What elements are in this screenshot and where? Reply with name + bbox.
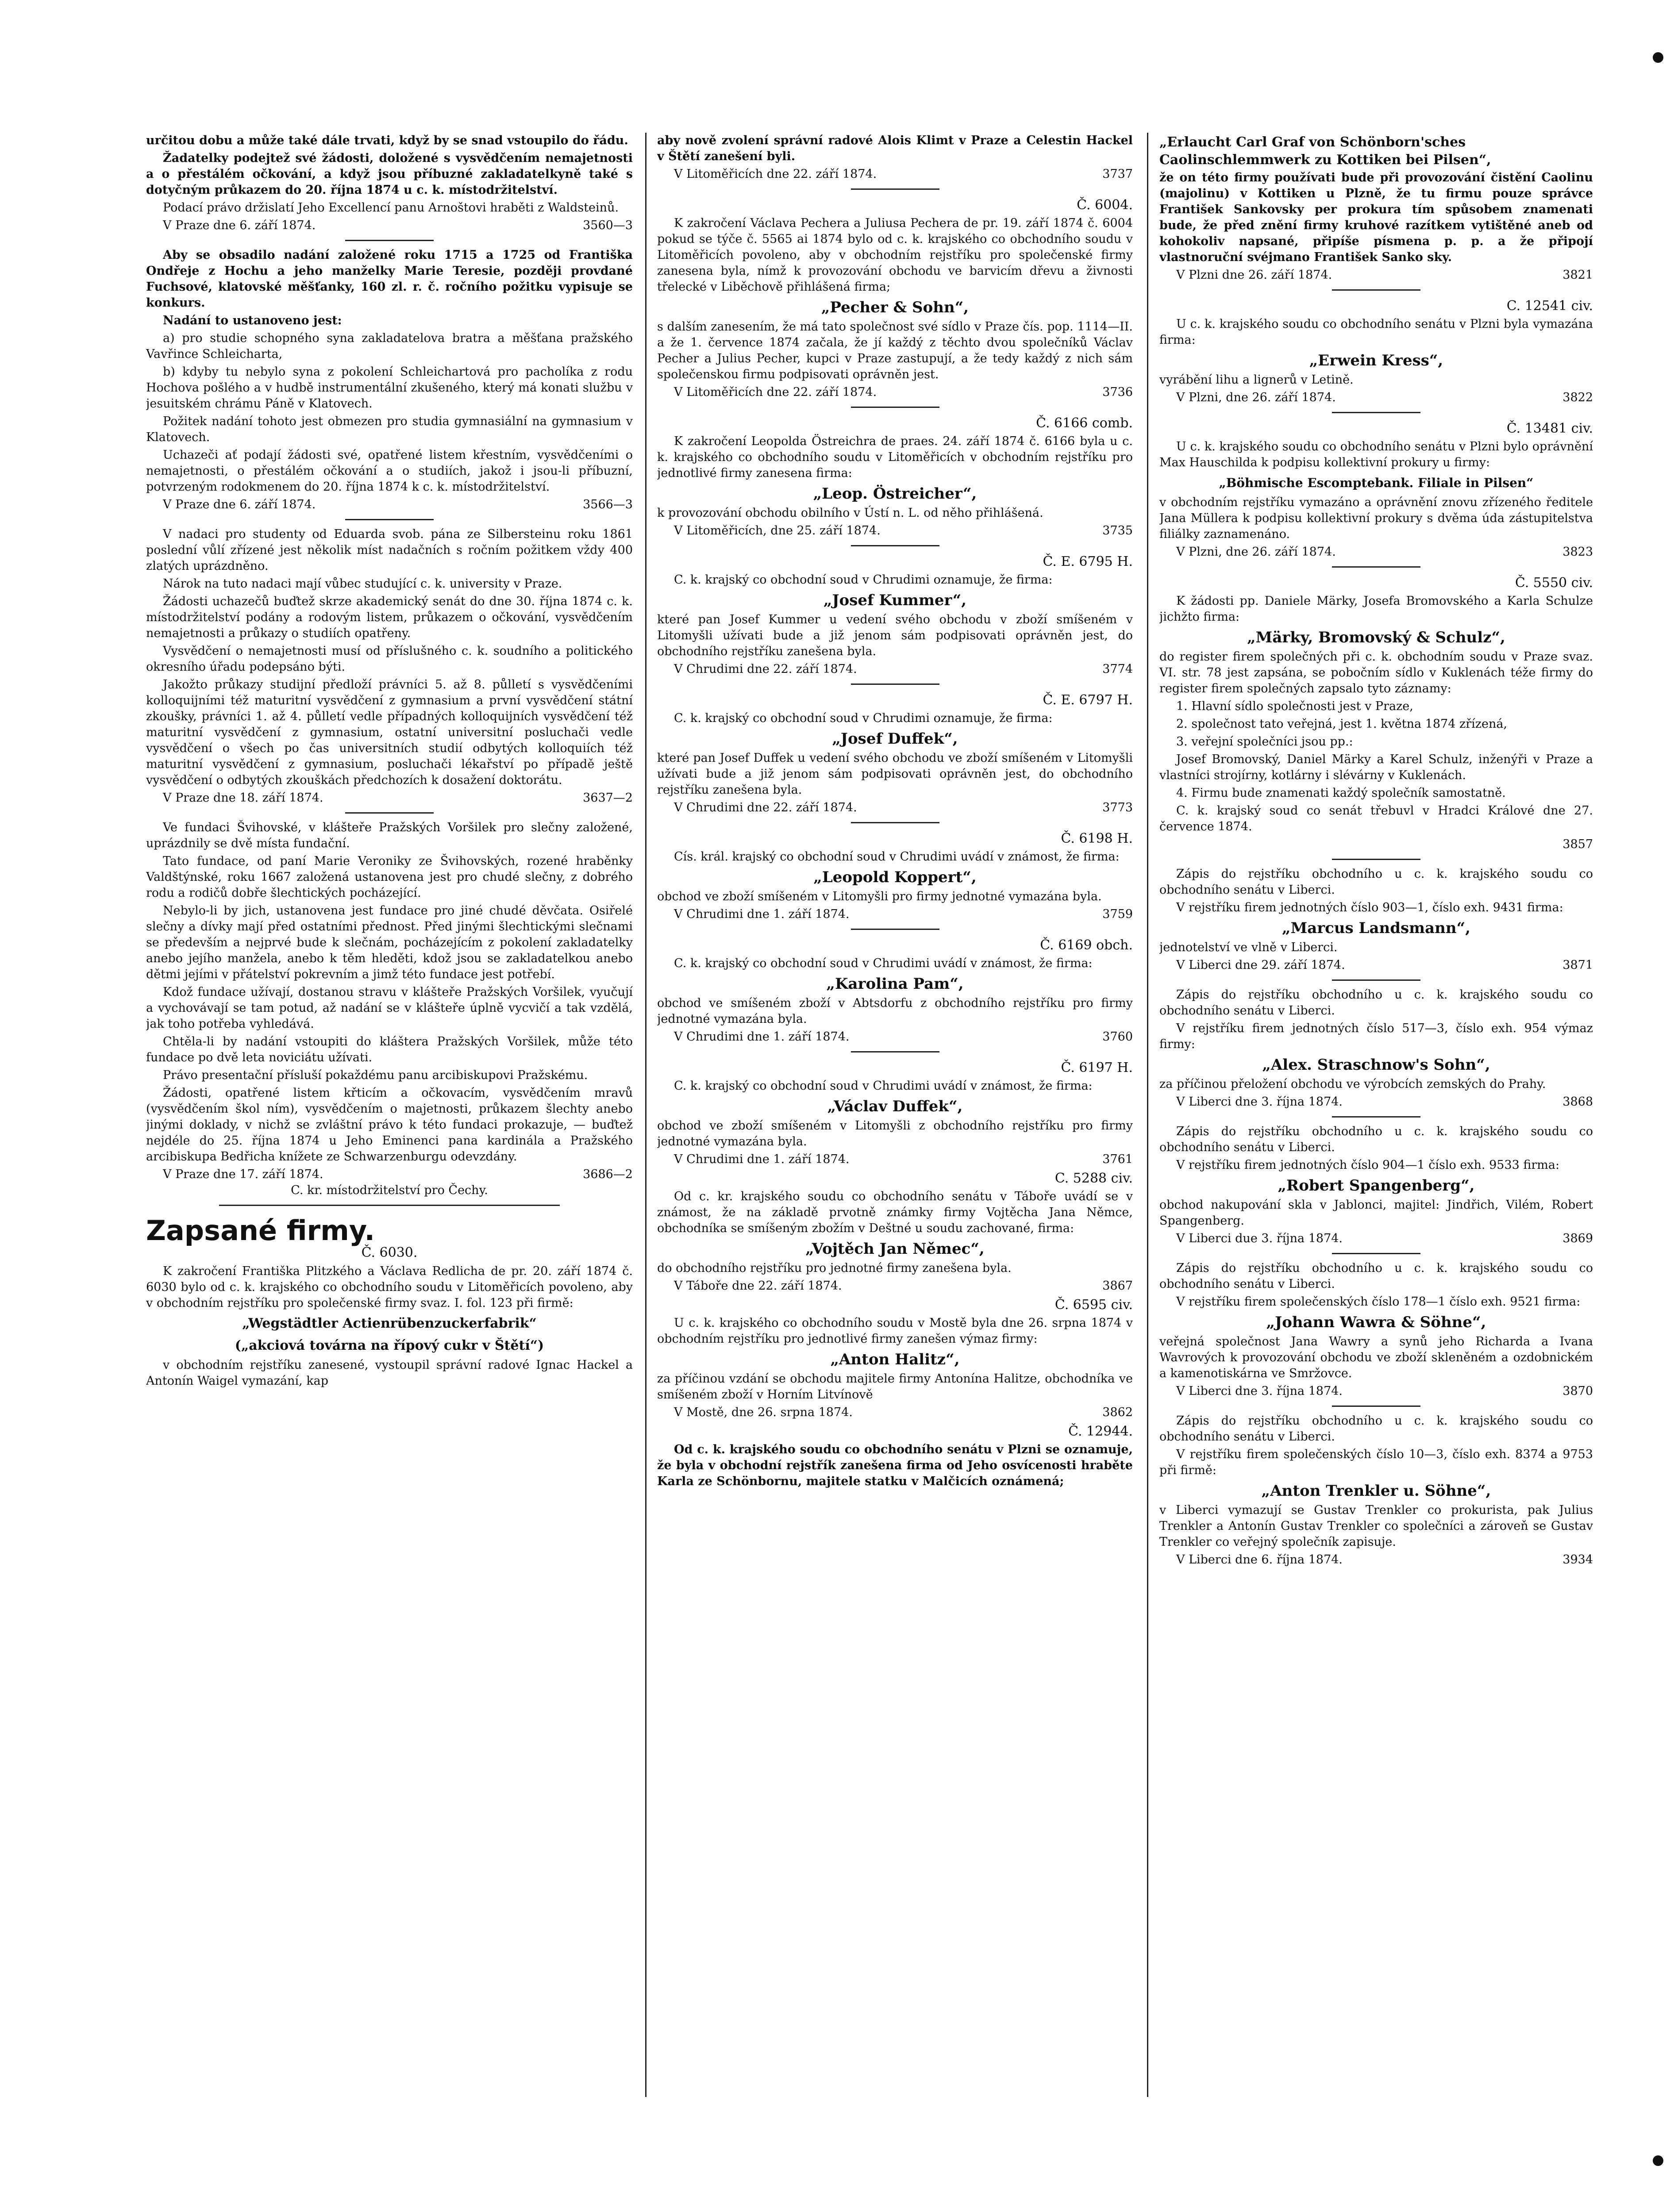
paragraph: Aby se obsadilo nadání založené roku 1715 a 1725 od Františka Ondřeje z Hochu a jeho manželky Marie Teresie, později provdané Fuchsové, klatovské měšťanky, 160 zl. r. č. ročního požitku vypisuje se konkurs.: [146, 248, 633, 310]
paragraph: C. k. krajský co obchodní soud v Chrudimi oznamuje, že firma:: [674, 573, 1053, 587]
firm-name: „Karolina Pam“,: [826, 975, 964, 993]
separator: [1332, 979, 1420, 981]
separator: [1332, 1406, 1420, 1407]
separator: [345, 519, 434, 520]
case-number: Č. 12944.: [1068, 1424, 1133, 1439]
paragraph: Žádosti uchazečů buďtež skrze akademický senát do dne 30. října 1874 c. k. místodržitelství podány a rodovým listem, průkazem o očkování, vysvědčením nemajetnosti a průkazy o studiích opatřeny.: [146, 595, 633, 640]
paragraph: za příčinou přeložení obchodu ve výrobcích zemských do Prahy.: [1159, 1077, 1546, 1091]
paragraph: Nadání to ustanoveno jest:: [163, 314, 342, 327]
firm-name: „Josef Kummer“,: [823, 591, 967, 609]
paragraph: určitou dobu a může také dále trvati, když by se snad vstoupilo do řádu.: [146, 134, 628, 147]
separator: [851, 929, 939, 930]
paragraph: Cís. král. krajský co obchodní soud v Chrudimi uvádí v známost, že firma:: [674, 850, 1120, 864]
dateline: V Mostě, dne 26. srpna 1874. 3862: [674, 1406, 1133, 1419]
paragraph: obchod ve zboží smíšeném v Litomyšli pro firmy jednotné vymazána byla.: [657, 890, 1102, 903]
paragraph: s dalším zanesením, že má tato společnost své sídlo v Praze čís. pop. 1114—II. a že 1. července 1874 začala, že jí každý z těchto dvou společníků Václav Pecher a Julius Pecher, kupci v Praze zastupují, a že tedy každý z nich sám společenskou firmu podpisovati oprávněn jest.: [657, 320, 1133, 381]
paragraph: Právo presentační přísluší pokaždému panu arcibiskupovi Pražskému.: [163, 1068, 588, 1082]
firm-name: „Böhmische Escomptebank. Filiale in Pilsen“: [1219, 476, 1534, 490]
paragraph: aby nově zvolení správní radové Alois Klimt v Praze a Celestin Hackel v Štětí zanešení byli.: [657, 134, 1133, 163]
case-number: Č. E. 6795 H.: [1043, 554, 1133, 569]
firm-name: „Robert Spangenberg“,: [1278, 1177, 1475, 1194]
paragraph: V rejstříku firem společenských číslo 10—3, číslo exh. 8374 a 9753 při firmě:: [1159, 1448, 1593, 1477]
dateline: V Chrudimi dne 22. září 1874. 3773: [674, 801, 1133, 814]
case-number: Č. 6030.: [361, 1245, 418, 1260]
paragraph: za příčinou vzdání se obchodu majitele firmy Antonína Halitze, obchodníka ve smíšeném zboží v Horním Litvínově: [657, 1372, 1133, 1402]
dateline: V Plzni, dne 26. září 1874. 3823: [1176, 545, 1593, 559]
paragraph: Požitek nadání tohoto jest obmezen pro studia gymnasiální na gymnasium v Klatovech.: [146, 415, 633, 444]
firm-name: „Vojtěch Jan Němec“,: [805, 1240, 985, 1258]
firm-name: „Pecher & Sohn“,: [821, 299, 969, 316]
firm-name: „Václav Duffek“,: [827, 1098, 963, 1115]
paragraph: které pan Josef Duffek u vedení svého obchodu ve zboží smíšeném v Litomyšli užívati bude a již jenom sám podpisovati oprávněn jest, do obchodního rejstříku zanešena byla.: [657, 751, 1133, 797]
dateline: V Praze dne 17. září 1874. 3686—2: [163, 1167, 633, 1181]
paragraph: obchod ve zboží smíšeném v Litomyšli z obchodního rejstříku pro firmy jednotné vymazána byla.: [657, 1119, 1133, 1148]
paragraph: Podací právo držislatí Jeho Excellencí panu Arnoštovi hraběti z Waldsteinů.: [163, 201, 619, 215]
paragraph: Ve fundaci Švihovské, v klášteře Pražských Voršilek pro slečny založené, uprázdnily se dvě místa fundační.: [146, 821, 633, 850]
case-number: Č. 6004.: [1077, 197, 1133, 213]
dateline: V Liberci dne 6. října 1874. 3934: [1176, 1553, 1593, 1567]
paragraph: obchod nakupování skla v Jablonci, majitel: Jindřich, Vilém, Robert Spangenberg.: [1159, 1198, 1593, 1228]
paragraph: C. k. krajský soud co senát třebuvl v Hradci Králové dne 27. července 1874.: [1159, 804, 1593, 833]
case-number: Č. 6197 H.: [1061, 1060, 1133, 1075]
separator: [1332, 1253, 1420, 1254]
case-number: Č. 6595 civ.: [1054, 1297, 1133, 1313]
dateline: V Liberci due 3. října 1874. 3869: [1176, 1232, 1593, 1245]
paragraph: Vysvědčení o nemajetnosti musí od příslušného c. k. soudního a politického okresního úřadu podepsáno býti.: [146, 644, 633, 674]
paragraph: Žadatelky podejtež své žádosti, doložené s vysvědčením nemajetnosti a o přestálém očkování, a když jsou příbuzné zakladatelkyně také s dotyčným průkazem do 20. října 1874 u c. k. místodržitelství.: [146, 151, 633, 197]
paragraph: V nadaci pro studenty od Eduarda svob. pána ze Silbersteinu roku 1861 poslední vůlí zřízené jest několik míst nadačních s ročním požitkem vždy 400 zlatých uprázdněno.: [146, 527, 633, 573]
separator: [345, 812, 434, 814]
paragraph: veřejná společnost Jana Wawry a synů jeho Richarda a Ivana Wavrových k provozování obchodu ve zboží skleněném a ozdobnickém a kamenotiskárna ve Smržovce.: [1159, 1335, 1593, 1380]
paragraph: jednotelství ve vlně v Liberci.: [1159, 941, 1338, 954]
separator: [851, 545, 939, 546]
dateline: V Praze dne 18. září 1874. 3637—2: [163, 791, 633, 805]
dateline: V Plzni dne 26. září 1874. 3821: [1176, 268, 1593, 282]
column-1: [146, 133, 633, 2097]
punch-hole: [1653, 52, 1663, 63]
dateline: V Liberci dne 3. října 1874. 3870: [1176, 1384, 1593, 1398]
paragraph: Chtěla-li by nadání vstoupiti do kláštera Pražských Voršilek, může této fundace po dvě leta noviciátu užívati.: [146, 1035, 633, 1064]
case-number: Č. E. 6797 H.: [1043, 692, 1133, 708]
list-item: 1. Hlavní sídlo společnosti jest v Praze,: [1176, 699, 1413, 713]
dateline: V Chrudimi dne 1. září 1874. 3761: [674, 1152, 1133, 1166]
paragraph: obchod ve smíšeném zboží v Abtsdorfu z obchodního rejstříku pro firmy jednotné vymazána byla.: [657, 996, 1133, 1026]
paragraph: Tato fundace, od paní Marie Veroniky ze Švihovských, rozené hraběnky Valdštýnské, roku 1667 založená ustanovena jest pro chudé slečny, z dobrého rodu a rodičů dobře šlechtických pocházející.: [146, 854, 633, 900]
paragraph: Zápis do rejstříku obchodního u c. k. krajského soudu co obchodního senátu v Liberci.: [1159, 1125, 1593, 1154]
signature: C. kr. místodržitelství pro Čechy.: [291, 1183, 488, 1197]
column-2: [657, 133, 1133, 2097]
paragraph: V rejstříku firem jednotných číslo 517—3, číslo exh. 954 výmaz firmy:: [1159, 1022, 1593, 1051]
paragraph: K zakročení Václava Pechera a Juliusa Pechera de pr. 19. září 1874 č. 6004 pokud se týče č. 5565 ai 1874 bylo od c. k. krajského co obchodního soudu v Litoměřicích povoleno, aby v obchodním rejstříku pro společenské firmy zanesena byla, nímž k provozování obchodu ve barvicím dřevu a živnosti třelecké v Liběchově přihlášená firma;: [657, 216, 1133, 294]
firm-name: „Johann Wawra & Söhne“,: [1266, 1313, 1486, 1331]
paragraph: v obchodním rejstříku vymazáno a oprávnění znovu zřízeného ředitele Jana Müllera k podpisu kollektivní prokury s dvěma úda zástupitelstva filiálky zaznamenáno.: [1159, 495, 1593, 541]
paragraph: Nárok na tuto nadaci mají vůbec studující c. k. university v Praze.: [163, 577, 562, 591]
dateline: V Plzni, dne 26. září 1874. 3822: [1176, 391, 1593, 404]
paragraph: a) pro studie schopného syna zakladatelova bratra a měšťana pražského Vavřince Schleicharta,: [146, 331, 633, 361]
column-divider: [1147, 133, 1148, 2097]
dateline: V Litoměřicích dne 22. září 1874. 3736: [674, 385, 1133, 399]
paragraph: v Liberci vymazují se Gustav Trenkler co prokurista, pak Julius Trenkler a Antonín Gustav Trenkler co společníci a zároveň se Gustav Trenkler co veřejný společník zapisuje.: [1159, 1503, 1593, 1549]
paragraph: C. k. krajský co obchodní soud v Chrudimi uvádí v známost, že firma:: [674, 1079, 1093, 1093]
punch-hole: [1653, 2155, 1663, 2166]
separator: [1332, 1116, 1420, 1118]
paragraph: Žádosti, opatřené listem křticím a očkovacím, vysvědčením mravů (vysvědčením škol ním), vysvědčením o majetnosti, průkazem šlechty anebo jinými doklady, v nichž se zvláštní právo k této fundaci prokazuje, — buďtež nejdéle do 25. října 1874 u Jeho Eminenci pana kardinála a Pražského arcibiskupa Bedřicha knížete ze Schwarzenburgu odevzdány.: [146, 1086, 633, 1164]
paragraph: b) kdyby tu nebylo syna z pokolení Schleichartová pro pacholíka z rodu Hochova pošlého a v hudbě instrumentální zkušeného, který má konati službu v jesuitském chrámu Páně v Klatovech.: [146, 365, 633, 411]
dateline: V Praze dne 6. září 1874. 3566—3: [163, 498, 633, 511]
case-number: Č. 6166 comb.: [1036, 415, 1133, 431]
separator: [851, 1051, 939, 1052]
paragraph: Zápis do rejstříku obchodního u c. k. krajského soudu co obchodního senátu v Liberci.: [1159, 1261, 1593, 1291]
case-number: Č. 6198 H.: [1061, 831, 1133, 846]
paragraph: Od c. kr. krajského soudu co obchodního senátu v Táboře uvádí se v známost, že na základě prvotně známky firmy Vojtěcha Jana Němce, obchodníka se smíšeným zbožím v Deštné u soudu zachované, firma:: [657, 1190, 1133, 1235]
paragraph: v obchodním rejstříku zanesené, vystoupil správní radové Ignac Hackel a Antonín Waigel vymazání, kap: [146, 1358, 633, 1388]
dateline: V Litoměřicích, dne 25. září 1874. 3735: [674, 524, 1133, 538]
firm-name: „Leop. Östreicher“,: [813, 485, 977, 503]
paragraph: Zápis do rejstříku obchodního u c. k. krajského soudu co obchodního senátu v Liberci.: [1159, 867, 1593, 897]
separator: [1332, 566, 1420, 568]
firm-name: „Anton Halitz“,: [830, 1351, 960, 1368]
firm-name: „Wegstädtler Actienrübenzuckerfabrik“: [242, 1316, 537, 1331]
paragraph: U c. k. krajského soudu co obchodního senátu v Plzni byla vymazána firma:: [1159, 317, 1593, 347]
column-3: [1159, 133, 1593, 2097]
paragraph: V rejstříku firem jednotných číslo 904—1 číslo exh. 9533 firma:: [1176, 1158, 1560, 1172]
paragraph: Nebylo-li by jich, ustanovena jest fundace pro jiné chudé děvčata. Osiřelé slečny a dívky mají před ostatními přednost. Před jinými šlechtickými slečnami se především a nejprvé bude k slečnám, pocházejícím z pokolení zakladatelky anebo jejího manžela, anebo k těm hleděti, kdož jsou se zakladatelkou anebo dětmi jejími v přátelství pokrevním a jimž této fundace jest potřebí.: [146, 904, 633, 981]
separator: [1332, 289, 1420, 291]
case-number: C. 5288 civ.: [1054, 1171, 1133, 1186]
paragraph: U c. k. krajského co obchodního soudu v Mostě byla dne 26. srpna 1874 v obchodním rejstříku pro jednotlivé firmy zanešen výmaz firmy:: [657, 1316, 1133, 1346]
paragraph: Od c. k. krajského soudu co obchodního senátu v Plzni se oznamuje, že byla v obchodní rejstřík zanešena firma od Jeho osvícenosti hraběte Karla ze Schönbornu, majitele statku v Malčicích oznámená;: [657, 1443, 1133, 1488]
paragraph: V rejstříku firem společenských číslo 178—1 číslo exh. 9521 firma:: [1176, 1295, 1581, 1309]
paragraph: K zakročení Leopolda Östreichra de praes. 24. září 1874 č. 6166 byla u c. k. krajského co obchodního soudu v Litoměřicích v obchodním rejstříku pro jednotlivé firmy zanesena firma:: [657, 434, 1133, 480]
dateline: V Praze dne 6. září 1874. 3560—3: [163, 219, 633, 232]
dateline: V Chrudimi dne 22. září 1874. 3774: [674, 662, 1133, 676]
paragraph: Josef Bromovský, Daniel Märky a Karel Schulz, inženýři v Praze a vlastníci strojírny, kotlárny i slévárny v Kuklenách.: [1159, 753, 1593, 782]
paragraph: K žádosti pp. Daniele Märky, Josefa Bromovského a Karla Schulze jichžto firma:: [1159, 594, 1593, 624]
firm-name: („akciová továrna na řípový cukr v Štětí“): [235, 1338, 544, 1353]
dateline: 3857: [1562, 837, 1593, 851]
case-number: Č. 13481 civ.: [1506, 421, 1593, 436]
dateline: V Chrudimi dne 1. září 1874. 3760: [674, 1030, 1133, 1044]
list-item: 3. veřejní společníci jsou pp.:: [1176, 735, 1353, 749]
separator: [219, 1205, 560, 1206]
list-item: 4. Firmu bude znamenati každý společník samostatně.: [1176, 786, 1506, 800]
dateline: V Táboře dne 22. září 1874. 3867: [674, 1279, 1133, 1293]
firm-name: „Alex. Straschnow's Sohn“,: [1262, 1056, 1490, 1074]
section-heading: Zapsané firmy.: [146, 1214, 375, 1247]
column-divider: [645, 133, 647, 2097]
separator: [851, 407, 939, 408]
paragraph: C. k. krajský co obchodní soud v Chrudimi oznamuje, že firma:: [674, 711, 1053, 725]
separator: [851, 188, 939, 190]
case-number: Č. 5550 civ.: [1515, 575, 1593, 591]
separator: [851, 684, 939, 685]
firm-name: „Erlaucht Carl Graf von Schönborn'sches Caolinschlemmwerk zu Kottiken bei Pilsen“,: [1159, 134, 1491, 168]
list-item: 2. společnost tato veřejná, jest 1. května 1874 zřízená,: [1176, 717, 1508, 731]
firm-name: „Märky, Bromovský & Schulz“,: [1247, 629, 1505, 646]
paragraph: V rejstříku firem jednotných číslo 903—1, číslo exh. 9431 firma:: [1176, 901, 1563, 914]
firm-name: „Anton Trenkler u. Söhne“,: [1261, 1482, 1491, 1500]
paragraph: Kdož fundace užívají, dostanou stravu v klášteře Pražských Voršilek, vyučují a vychovávají se tam potud, až nadání se v klášteře úplně vycvičí a tak vzdělá, jak toho potřeba vyhledává.: [146, 985, 633, 1031]
separator: [345, 240, 434, 241]
case-number: Č. 6169 obch.: [1040, 937, 1133, 953]
dateline: V Litoměřicích dne 22. září 1874. 3737: [674, 167, 1133, 181]
dateline: V Liberci dne 3. října 1874. 3868: [1176, 1095, 1593, 1109]
paragraph: K zakročení Františka Plitzkého a Václava Redlicha de pr. 20. září 1874 č. 6030 bylo od c. k. krajského co obchodního soudu v Litoměřicích povoleno, aby v obchodním rejstříku pro společenské firmy svaz. I. fol. 123 při firmě:: [146, 1264, 633, 1310]
firm-name: „Leopold Koppert“,: [813, 868, 977, 886]
separator: [851, 822, 939, 823]
paragraph: do register firem společných při c. k. obchodním soudu v Praze svaz. VI. str. 78 jest zapsána, se pobočním sídlo v Kuklenách téže firmy do register firem společných zapsalo tyto záznamy:: [1159, 650, 1593, 695]
newspaper-page: [146, 133, 1593, 2097]
paragraph: U c. k. krajského soudu co obchodního senátu v Plzni bylo oprávnění Max Hauschilda k podpisu kollektivní prokury u firmy:: [1159, 440, 1593, 469]
paragraph: které pan Josef Kummer u vedení svého obchodu v zboží smíšeném v Litomyšli užívati bude a již jenom sám podpisovati oprávněn jest, do obchodního rejstříku zanešena byla.: [657, 613, 1133, 658]
paragraph: vyrábění lihu a lignerů v Letině.: [1159, 373, 1354, 387]
firm-name: „Marcus Landsmann“,: [1282, 919, 1470, 937]
separator: [1332, 859, 1420, 860]
firm-name: „Josef Duffek“,: [832, 730, 958, 748]
paragraph: Uchazeči ať podají žádosti své, opatřené listem křestním, vysvědčeními o nemajetnosti, o přestálém očkování a o studiích, jakož i jsou-li příbuzní, potvrzeným rodokmenem do 20. října 1874 k c. k. místodržitelství.: [146, 448, 633, 494]
paragraph: Zápis do rejstříku obchodního u c. k. krajského soudu co obchodního senátu v Liberci.: [1159, 988, 1593, 1018]
case-number: C. 12541 civ.: [1506, 298, 1593, 314]
separator: [1332, 412, 1420, 413]
paragraph: do obchodního rejstříku pro jednotné firmy zanešena byla.: [657, 1261, 1012, 1275]
paragraph: C. k. krajský co obchodní soud v Chrudimi uvádí v známost, že firma:: [674, 956, 1093, 970]
paragraph: Jakožto průkazy studijní předloží právníci 5. až 8. půlletí s vysvědčeními kolloquijními též maturitní vysvědčení z gymnasium a první vysvědčení státní zkoušky, právníci 1. až 4. půlletí vedle případných kolloquijních vysvědčení též maturitní vysvědčení z gymnasium, ostatní universitní posluchači vedle vysvědčení o všech po čas universitních studií odbytých kolloquiích též maturitní vysvědčení z gymnasium, posluchači lékařství po případě ještě vysvědčení o odbytých zkouškách předchozích k dosažení doktorátu.: [146, 678, 633, 787]
paragraph: Zápis do rejstříku obchodního u c. k. krajského soudu co obchodního senátu v Liberci.: [1159, 1414, 1593, 1444]
paragraph: že on této firmy používati bude při provozování čistění Caolinu (majolinu) v Kottiken u Plzně, že tu firmu pouze správce František Sankovsky per prokura tím spůsobem znamenati bude, že před znění firmy kruhové razítkem vytištěné aneb od kohokoliv napsané, připíše písmena p. p. a že připojí vlastnoruční svéjmano František Sanko sky.: [1159, 171, 1593, 264]
dateline: V Chrudimi dne 1. září 1874. 3759: [674, 907, 1133, 921]
dateline: V Liberci dne 29. září 1874. 3871: [1176, 958, 1593, 972]
paragraph: k provozování obchodu obilního v Ústí n. L. od něho přihlášená.: [657, 506, 1043, 520]
firm-name: „Erwein Kress“,: [1309, 352, 1443, 369]
